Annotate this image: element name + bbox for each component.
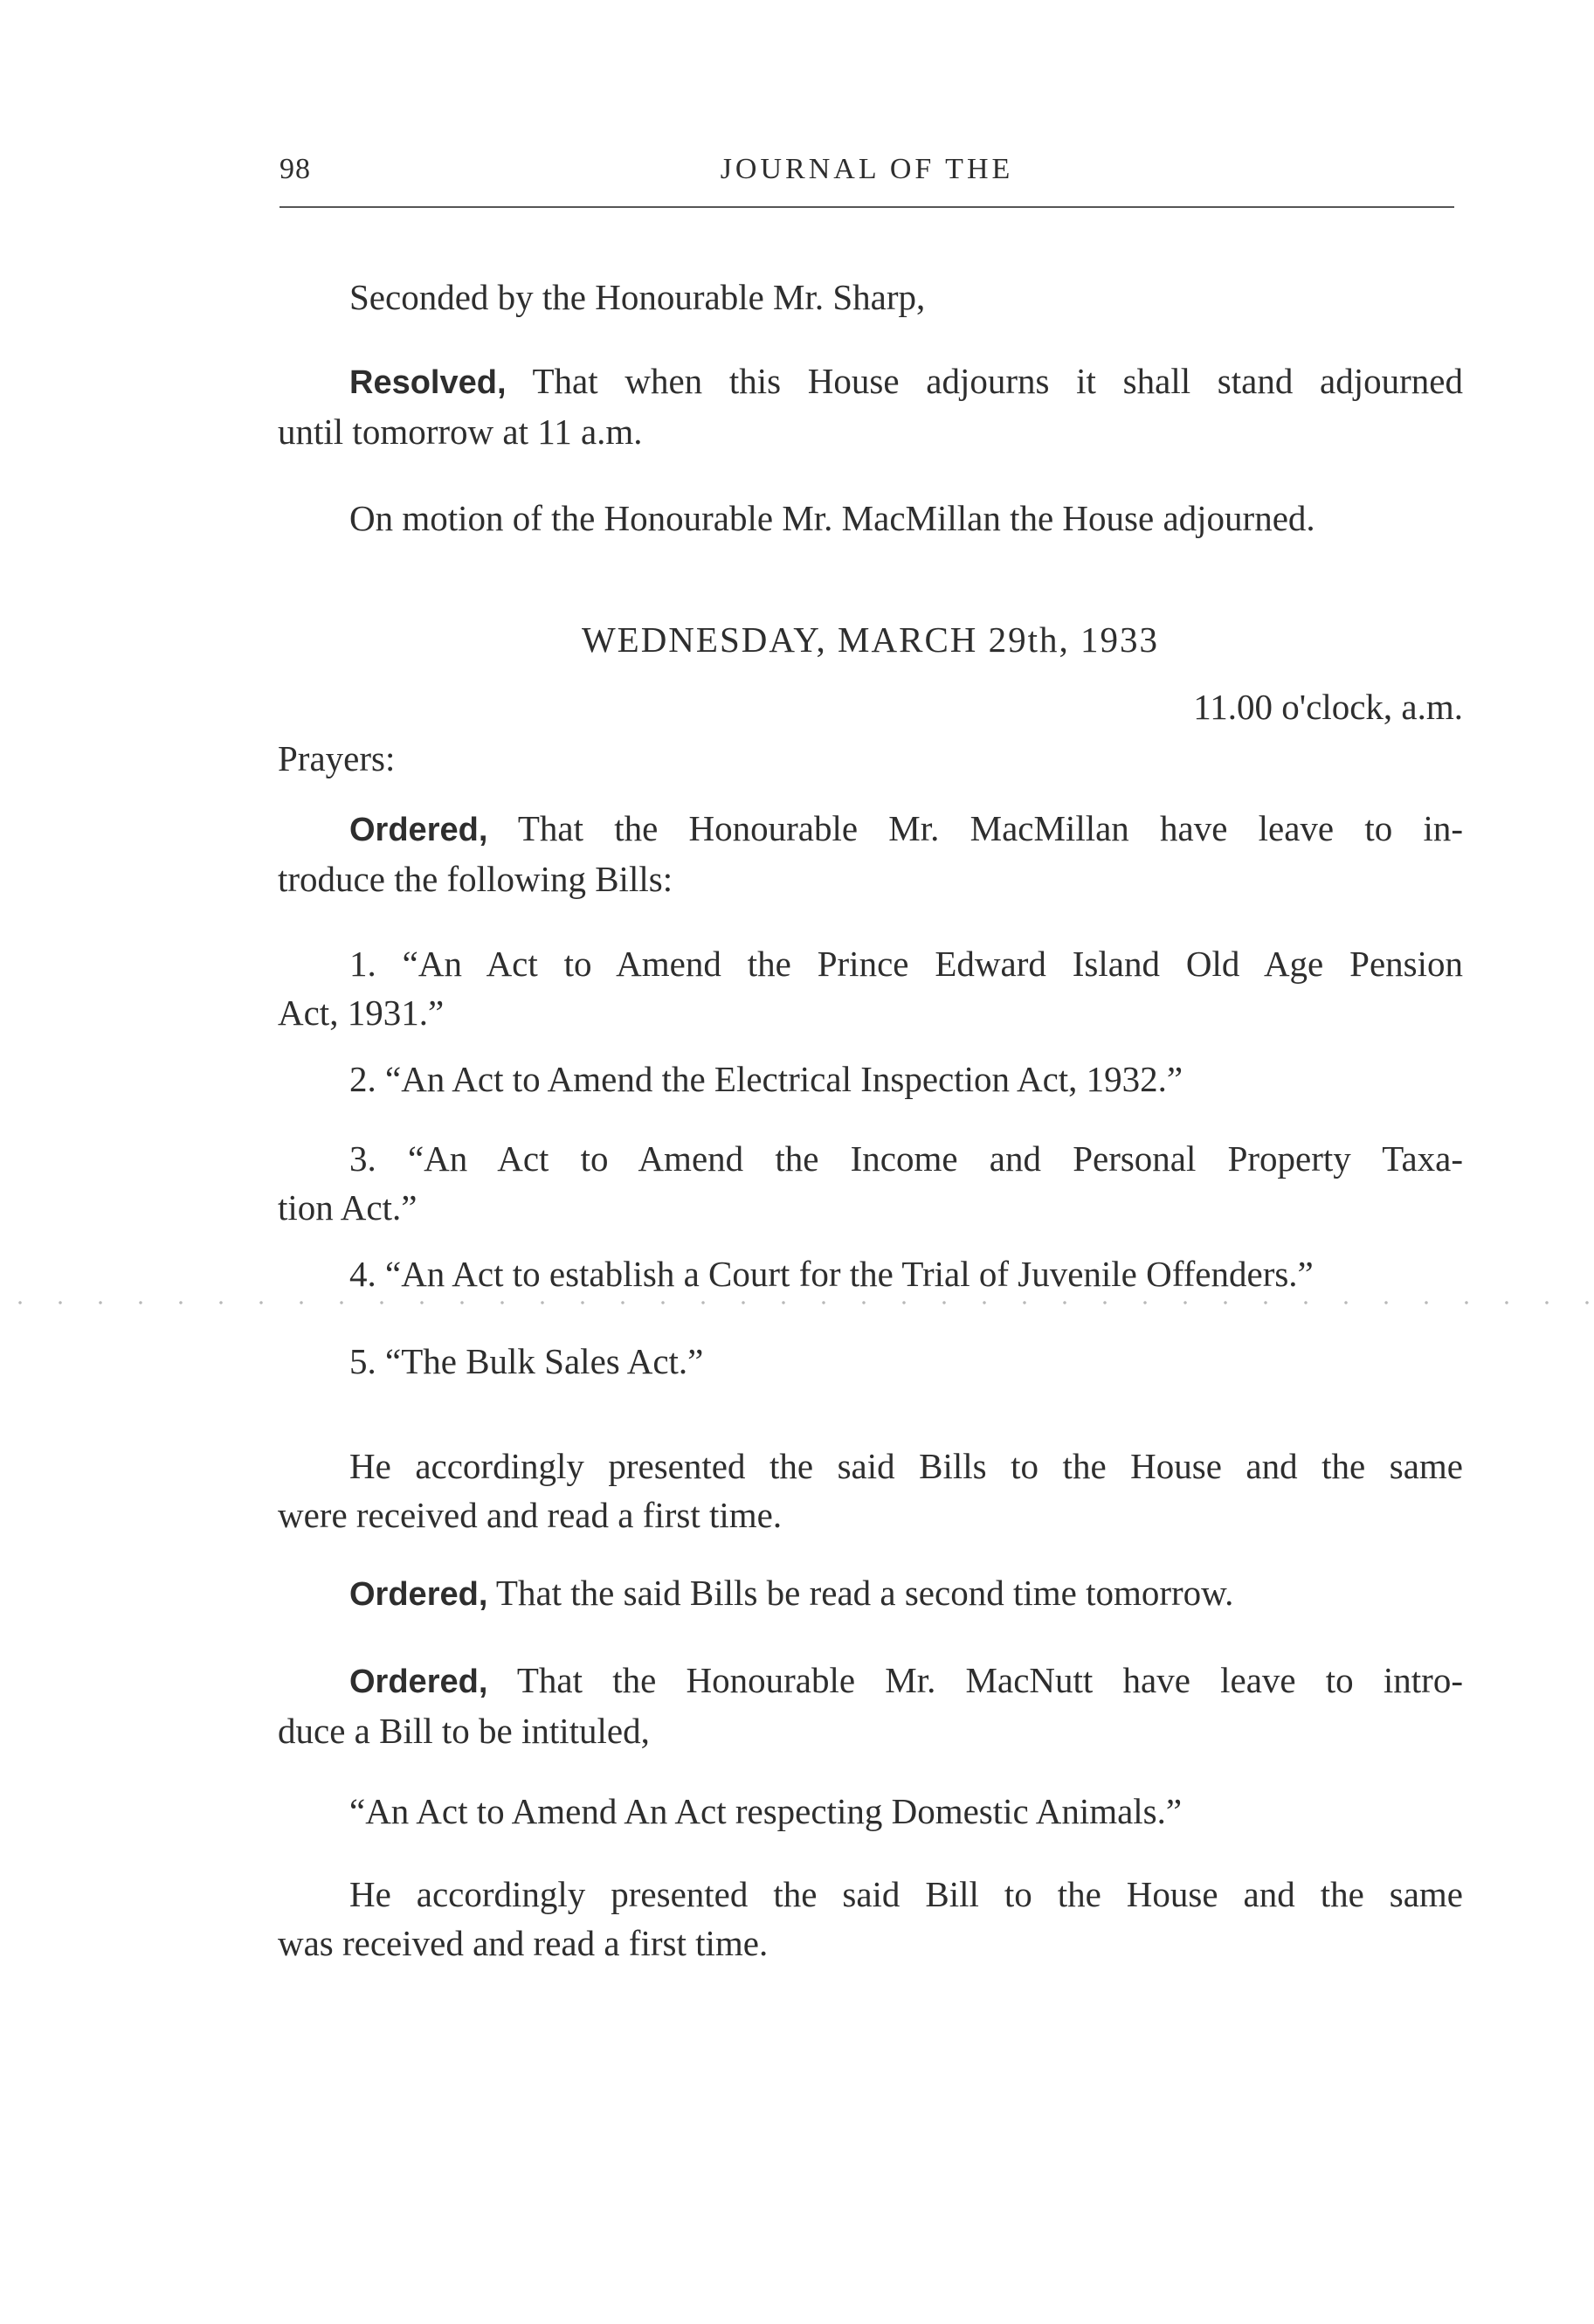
sitting-time: 11.00 o'clock, a.m.: [1193, 687, 1463, 727]
header-rule: [279, 206, 1454, 208]
bill-item: 3. “An Act to Amend the Income and Personal Property Taxa- tion Act.”: [278, 1138, 1463, 1228]
bill-item: 2. “An Act to Amend the Electrical Inspection Act, 1932.”: [349, 1059, 1183, 1099]
presented-paragraph: He accordingly presented the said Bills to the House and the same were received and read a first time.: [278, 1446, 1463, 1535]
bill-title-line: “An Act to Amend An Act respecting Domestic Animals.”: [349, 1791, 1183, 1831]
page-header: [279, 153, 1454, 205]
running-title: JOURNAL OF THE: [720, 153, 1014, 185]
ordered-second-reading: Ordered, That the said Bills be read a second time tomorrow.: [349, 1573, 1234, 1613]
bill-item: 1. “An Act to Amend the Prince Edward Island Old Age Pension Act, 1931.”: [278, 944, 1463, 1033]
ordered-intro-paragraph: Ordered, That the Honourable Mr. MacMillan have leave to in- troduce the following Bills:: [278, 808, 1463, 899]
scan-speckle: [0, 1300, 1594, 1305]
ordered-macnutt-paragraph: Ordered, That the Honourable Mr. MacNutt have leave to intro- duce a Bill to be intituled,: [278, 1660, 1463, 1751]
seconded-paragraph: Seconded by the Honourable Mr. Sharp,: [349, 277, 926, 317]
resolved-paragraph: Resolved, That when this House adjourns it shall stand adjourned until tomorrow at 11 a.m.: [278, 361, 1463, 452]
bill-item: 5. “The Bulk Sales Act.”: [349, 1341, 704, 1381]
presented-paragraph-2: He accordingly presented the said Bill to the House and the same was received and read a first time.: [278, 1874, 1463, 1963]
resolved-lead: Resolved,: [349, 364, 507, 401]
prayers-line: Prayers:: [278, 738, 396, 778]
sitting-date-heading: WEDNESDAY, MARCH 29th, 1933: [581, 619, 1160, 660]
ordered-lead: Ordered,: [349, 812, 488, 848]
ordered-lead: Ordered,: [349, 1576, 488, 1613]
page-number: 98: [279, 153, 311, 185]
bill-item: 4. “An Act to establish a Court for the Trial of Juvenile Offenders.”: [349, 1254, 1314, 1294]
adjourned-paragraph: On motion of the Honourable Mr. MacMillan the House adjourned.: [349, 498, 1315, 538]
ordered-lead: Ordered,: [349, 1663, 488, 1700]
